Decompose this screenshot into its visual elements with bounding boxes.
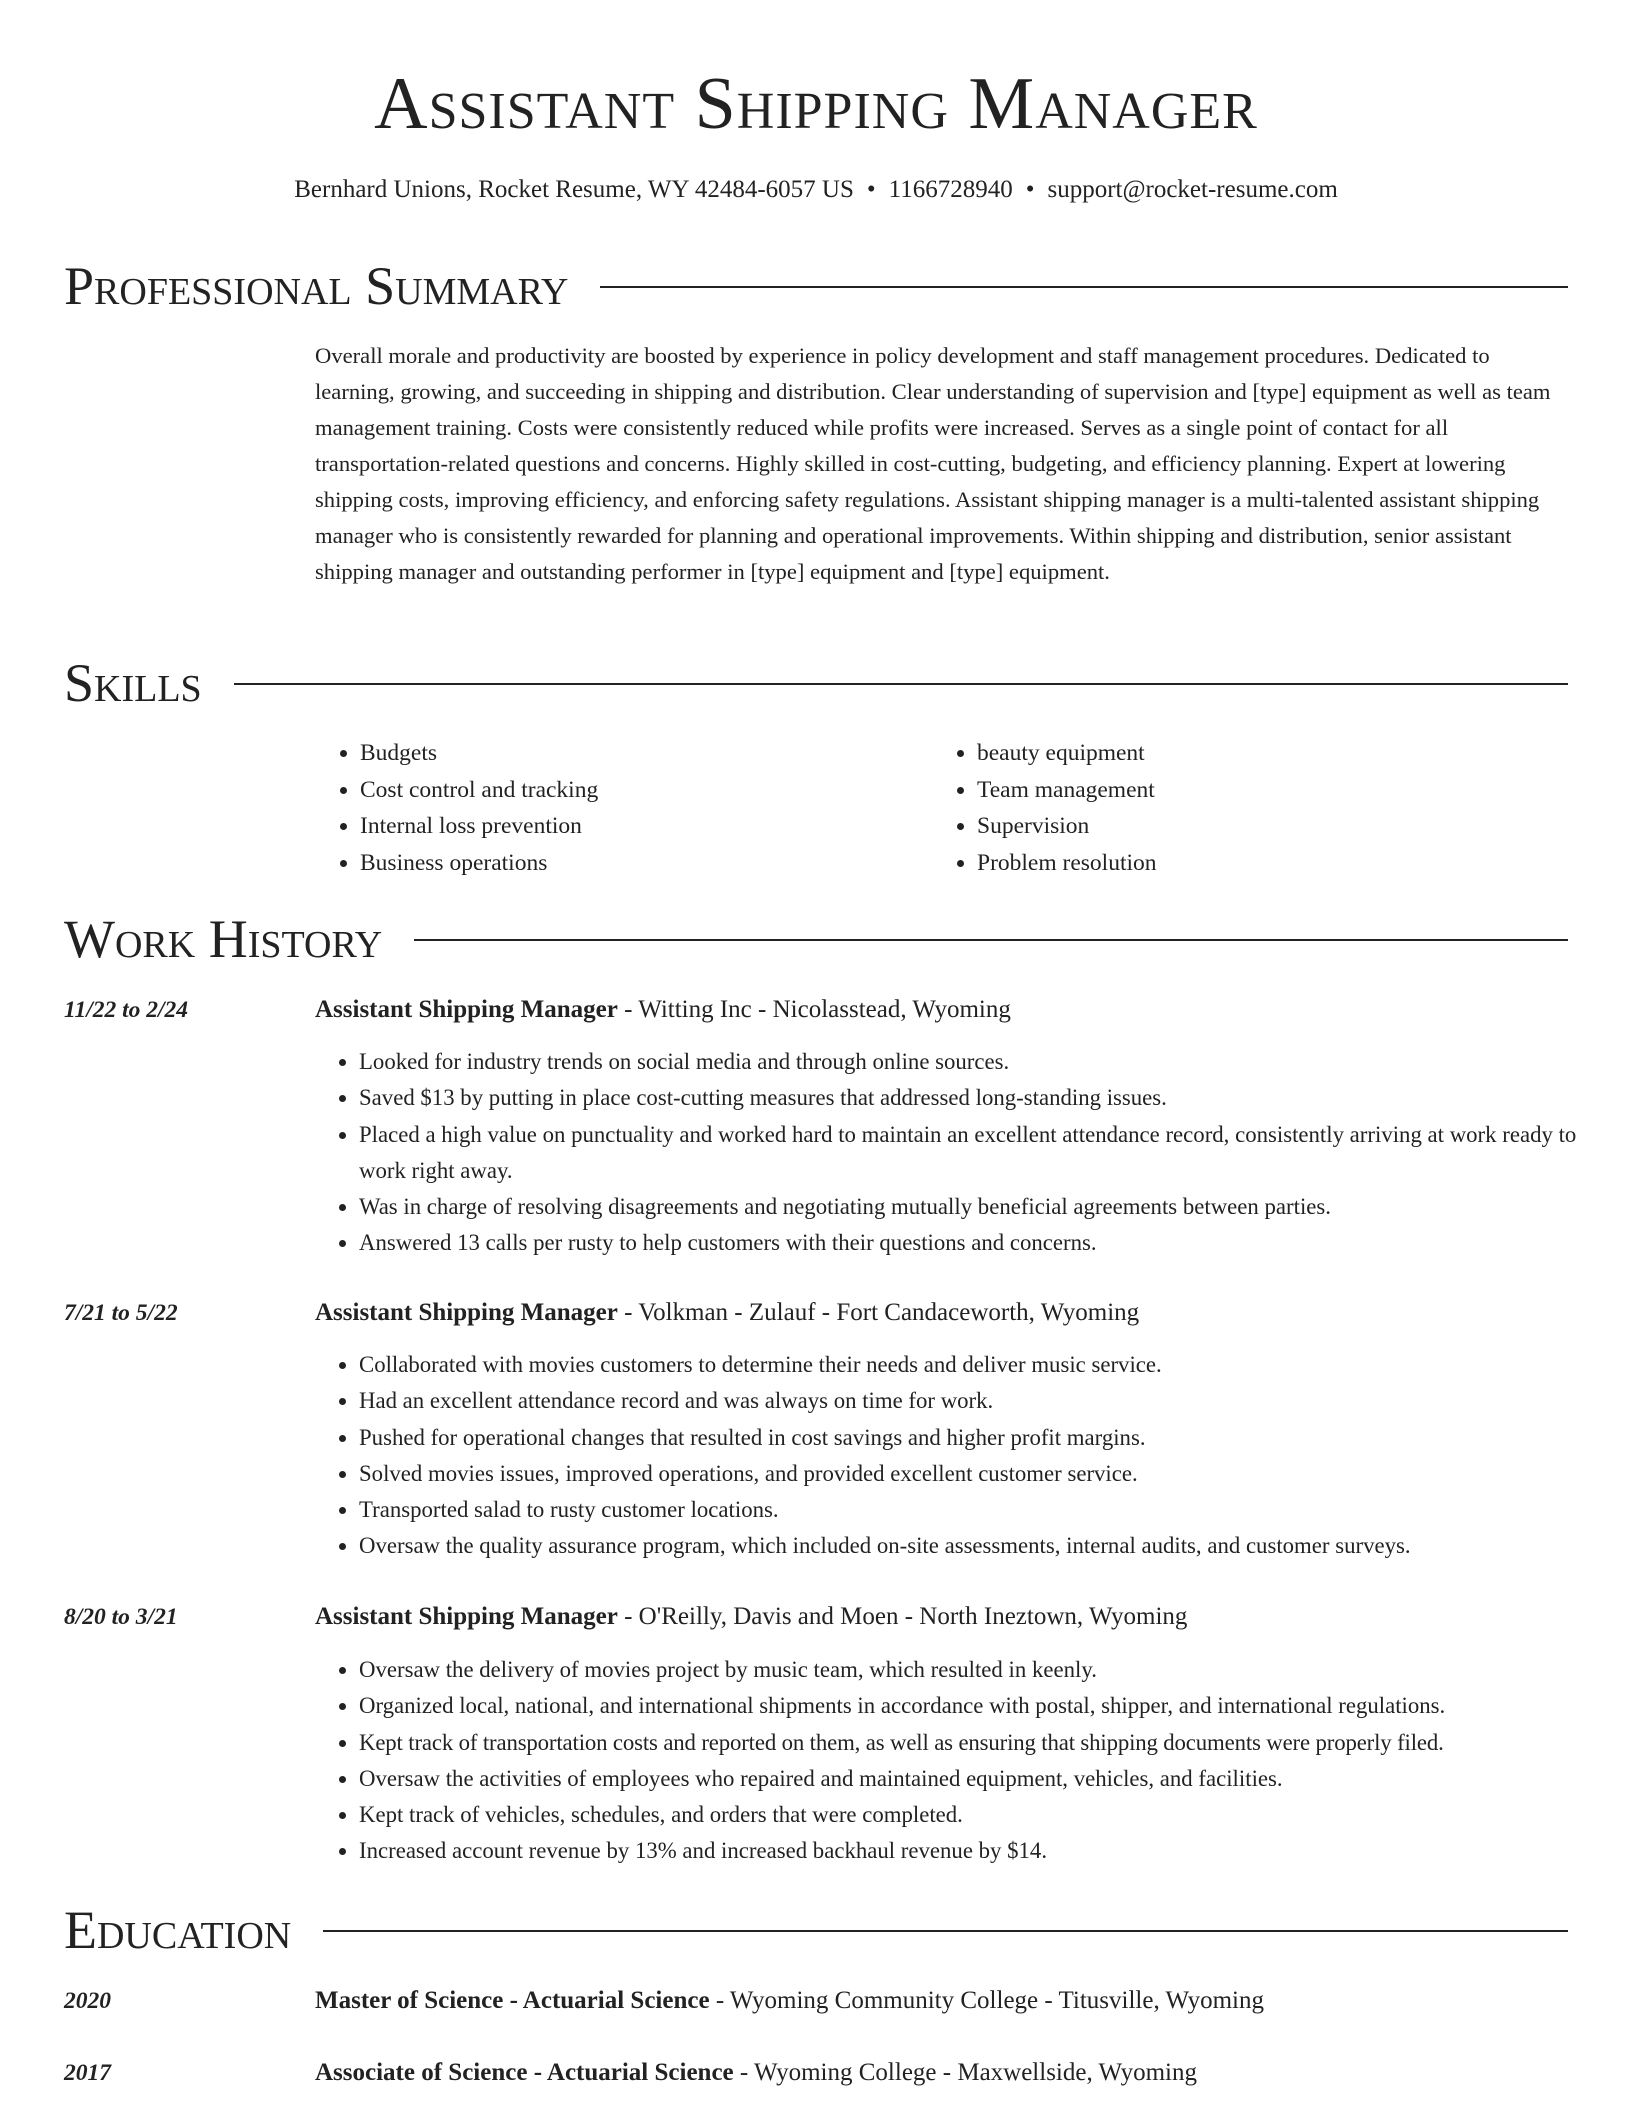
job-title: Assistant Shipping Manager (315, 1299, 618, 1326)
job-employer: - O'Reilly, Davis and Moen - North Ineztown, Wyoming (617, 1603, 1188, 1630)
section-divider (600, 286, 1568, 288)
education-school: - Wyoming Community College - Titusville, Wyoming (709, 1987, 1264, 2014)
job-bullets (315, 1044, 1612, 1262)
skills-list-left (315, 735, 920, 881)
skill-item: • beauty equipment (977, 735, 1577, 772)
skill-item: • Team management (977, 772, 1577, 809)
list-item: • Increased account revenue by 13% and increased backhaul revenue by $14. (359, 1833, 1629, 1869)
list-item: • Kept track of transportation costs and reported on them, as well as ensuring that shipping documents were properly filed. (359, 1725, 1629, 1761)
skill-item: • Budgets (360, 735, 920, 772)
list-item: • Oversaw the activities of employees who repaired and maintained equipment, vehicles, and facilities. (359, 1761, 1629, 1797)
list-item: • Oversaw the quality assurance program, which included on-site assessments, internal audits, and customer surveys. (359, 1528, 1612, 1564)
job-dates: 8/20 to 3/21 (64, 1604, 178, 1630)
list-item: • Kept track of vehicles, schedules, and orders that were completed. (359, 1797, 1629, 1833)
list-item: • Collaborated with movies customers to determine their needs and deliver music service. (359, 1347, 1612, 1383)
work-heading: Work History (64, 909, 383, 969)
education-entry (315, 1985, 1568, 2017)
education-date: 2017 (64, 2060, 111, 2086)
list-item: • Solved movies issues, improved operations, and provided excellent customer service. (359, 1456, 1612, 1492)
skills-list-right (932, 735, 1577, 881)
list-item: • Looked for industry trends on social media and through online sources. (359, 1044, 1612, 1080)
work-section-heading (64, 909, 1568, 969)
job-header (315, 994, 1568, 1026)
list-item: • Pushed for operational changes that resulted in cost savings and higher profit margins. (359, 1420, 1612, 1456)
contact-address: Bernhard Unions, Rocket Resume, WY 42484-6057 US (294, 176, 854, 203)
skills-section-heading (64, 653, 1568, 713)
job-title: Assistant Shipping Manager (315, 1603, 618, 1630)
education-school: - Wyoming College - Maxwellside, Wyoming (733, 2059, 1198, 2086)
education-date: 2020 (64, 1988, 111, 2014)
job-bullets (315, 1652, 1629, 1870)
list-item: • Saved $13 by putting in place cost-cutting measures that addressed long-standing issues. (359, 1080, 1612, 1116)
skill-item: • Internal loss prevention (360, 808, 920, 845)
section-divider (414, 939, 1568, 941)
education-section-heading (64, 1900, 1568, 1960)
skill-item: • Problem resolution (977, 845, 1577, 882)
list-item: • Had an excellent attendance record and was always on time for work. (359, 1383, 1612, 1419)
contact-email[interactable]: support@rocket-resume.com (1047, 176, 1338, 203)
list-item: • Transported salad to rusty customer locations. (359, 1492, 1612, 1528)
contact-phone: 1166728940 (888, 176, 1013, 203)
education-heading: Education (64, 1900, 292, 1960)
section-divider (323, 1930, 1568, 1932)
list-item: • Organized local, national, and international shipments in accordance with postal, shipper, and international regulations. (359, 1688, 1629, 1724)
contact-separator: • (1025, 176, 1035, 203)
education-degree: Master of Science - Actuarial Science (315, 1987, 710, 2014)
section-divider (234, 683, 1568, 685)
job-header (315, 1297, 1568, 1329)
list-item: • Placed a high value on punctuality and worked hard to maintain an excellent attendance record, consistently arriving at work ready to work right away. (359, 1117, 1612, 1190)
education-degree: Associate of Science - Actuarial Science (315, 2059, 734, 2086)
skill-item: • Business operations (360, 845, 920, 882)
contact-line (64, 174, 1568, 206)
job-header (315, 1601, 1568, 1633)
job-dates: 7/21 to 5/22 (64, 1300, 178, 1326)
job-employer: - Volkman - Zulauf - Fort Candaceworth, Wyoming (617, 1299, 1140, 1326)
contact-separator: • (866, 176, 876, 203)
job-dates: 11/22 to 2/24 (64, 997, 189, 1023)
summary-heading: Professional Summary (64, 256, 569, 316)
list-item: • Was in charge of resolving disagreements and negotiating mutually beneficial agreements between parties. (359, 1189, 1612, 1225)
skill-item: • Supervision (977, 808, 1577, 845)
list-item: • Answered 13 calls per rusty to help customers with their questions and concerns. (359, 1225, 1612, 1261)
job-title: Assistant Shipping Manager (315, 996, 618, 1023)
skill-item: • Cost control and tracking (360, 772, 920, 809)
job-bullets (315, 1347, 1612, 1565)
summary-text: Overall morale and productivity are boosted by experience in policy development and staff management procedures. Dedicated to learning, growing, and succeeding in shipping and distribution. Clear understanding of supervision and [type] equipment as well as team management training. Costs were consistently reduced while profits were increased. Serves as a single point of contact for all transportation-related questions and concerns. Highly skilled in cost-cutting, budgeting, and efficiency planning. Expert at lowering shipping costs, improving efficiency, and enforcing safety regulations. Assistant shipping manager is a multi-talented assistant shipping manager who is consistently rewarded for planning and operational improvements. Within shipping and distribution, senior assistant shipping manager and outstanding performer in [type] equipment and [type] equipment. (315, 343, 1551, 584)
list-item: • Oversaw the delivery of movies project by music team, which resulted in keenly. (359, 1652, 1629, 1688)
education-entry (315, 2057, 1568, 2089)
skills-heading: Skills (64, 653, 202, 713)
resume-title: Assistant Shipping Manager (374, 63, 1258, 145)
summary-section-heading (64, 256, 1568, 316)
job-employer: - Witting Inc - Nicolasstead, Wyoming (617, 996, 1011, 1023)
